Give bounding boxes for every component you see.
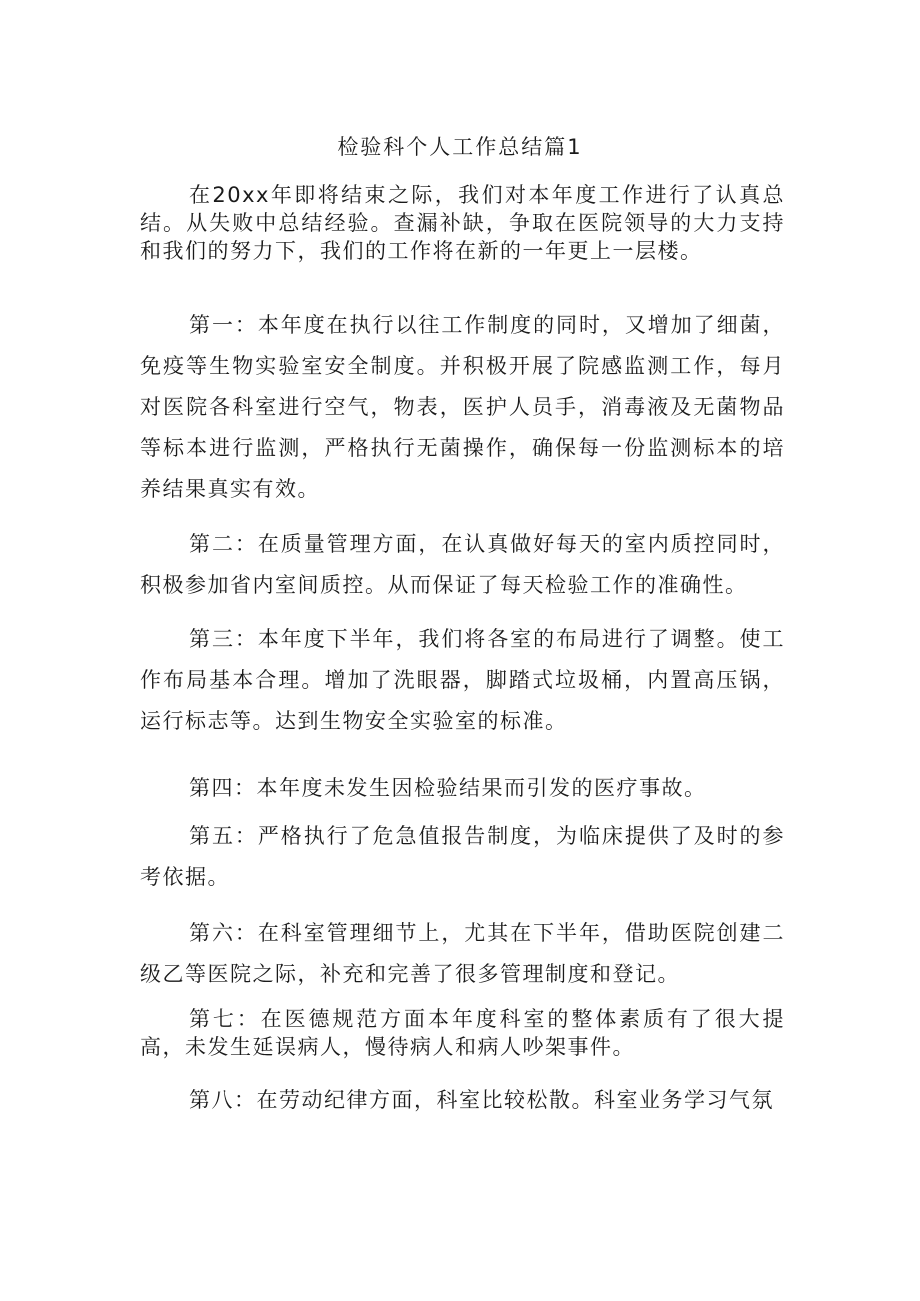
paragraph-item-4: 第四：本年度未发生因检验结果而引发的医疗事故。 <box>189 776 707 800</box>
paragraph-item-5: 第五：严格执行了危急值报告制度，为临床提供了及时的参考依据。 <box>140 824 785 889</box>
paragraph-item-1: 第一：本年度在执行以往工作制度的同时，又增加了细菌，免疫等生物实验室安全制度。并积极开展了院感监测工作，每月对医院各科室进行空气，物表，医护人员手，消毒液及无菌物品等标本进行监测，严格执行无菌操作，确保每一份监测标本的培养结果真实有效。 <box>140 313 785 501</box>
paragraph-item-2: 第二：在质量管理方面，在认真做好每天的室内质控同时，积极参加省内室间质控。从而保证了每天检验工作的准确性。 <box>140 532 785 597</box>
paragraph-item-3: 第三：本年度下半年，我们将各室的布局进行了调整。使工作布局基本合理。增加了洗眼器，脚踏式垃圾桶，内置高压锅，运行标志等。达到生物安全实验室的标准。 <box>140 627 785 733</box>
document-title: 检验科个人工作总结篇1 <box>337 135 583 159</box>
paragraph-intro: 在20xx年即将结束之际，我们对本年度工作进行了认真总结。从失败中总结经验。查漏补缺，争取在医院领导的大力支持和我们的努力下，我们的工作将在新的一年更上一层楼。 <box>140 183 785 263</box>
paragraph-item-8: 第八：在劳动纪律方面，科室比较松散。科室业务学习气氛 <box>189 1088 774 1112</box>
paragraph-item-7: 第七：在医德规范方面本年度科室的整体素质有了很大提高，未发生延误病人，慢待病人和病人吵架事件。 <box>140 1007 785 1059</box>
paragraph-item-6: 第六：在科室管理细节上，尤其在下半年，借助医院创建二级乙等医院之际，补充和完善了很多管理制度和登记。 <box>140 921 785 986</box>
